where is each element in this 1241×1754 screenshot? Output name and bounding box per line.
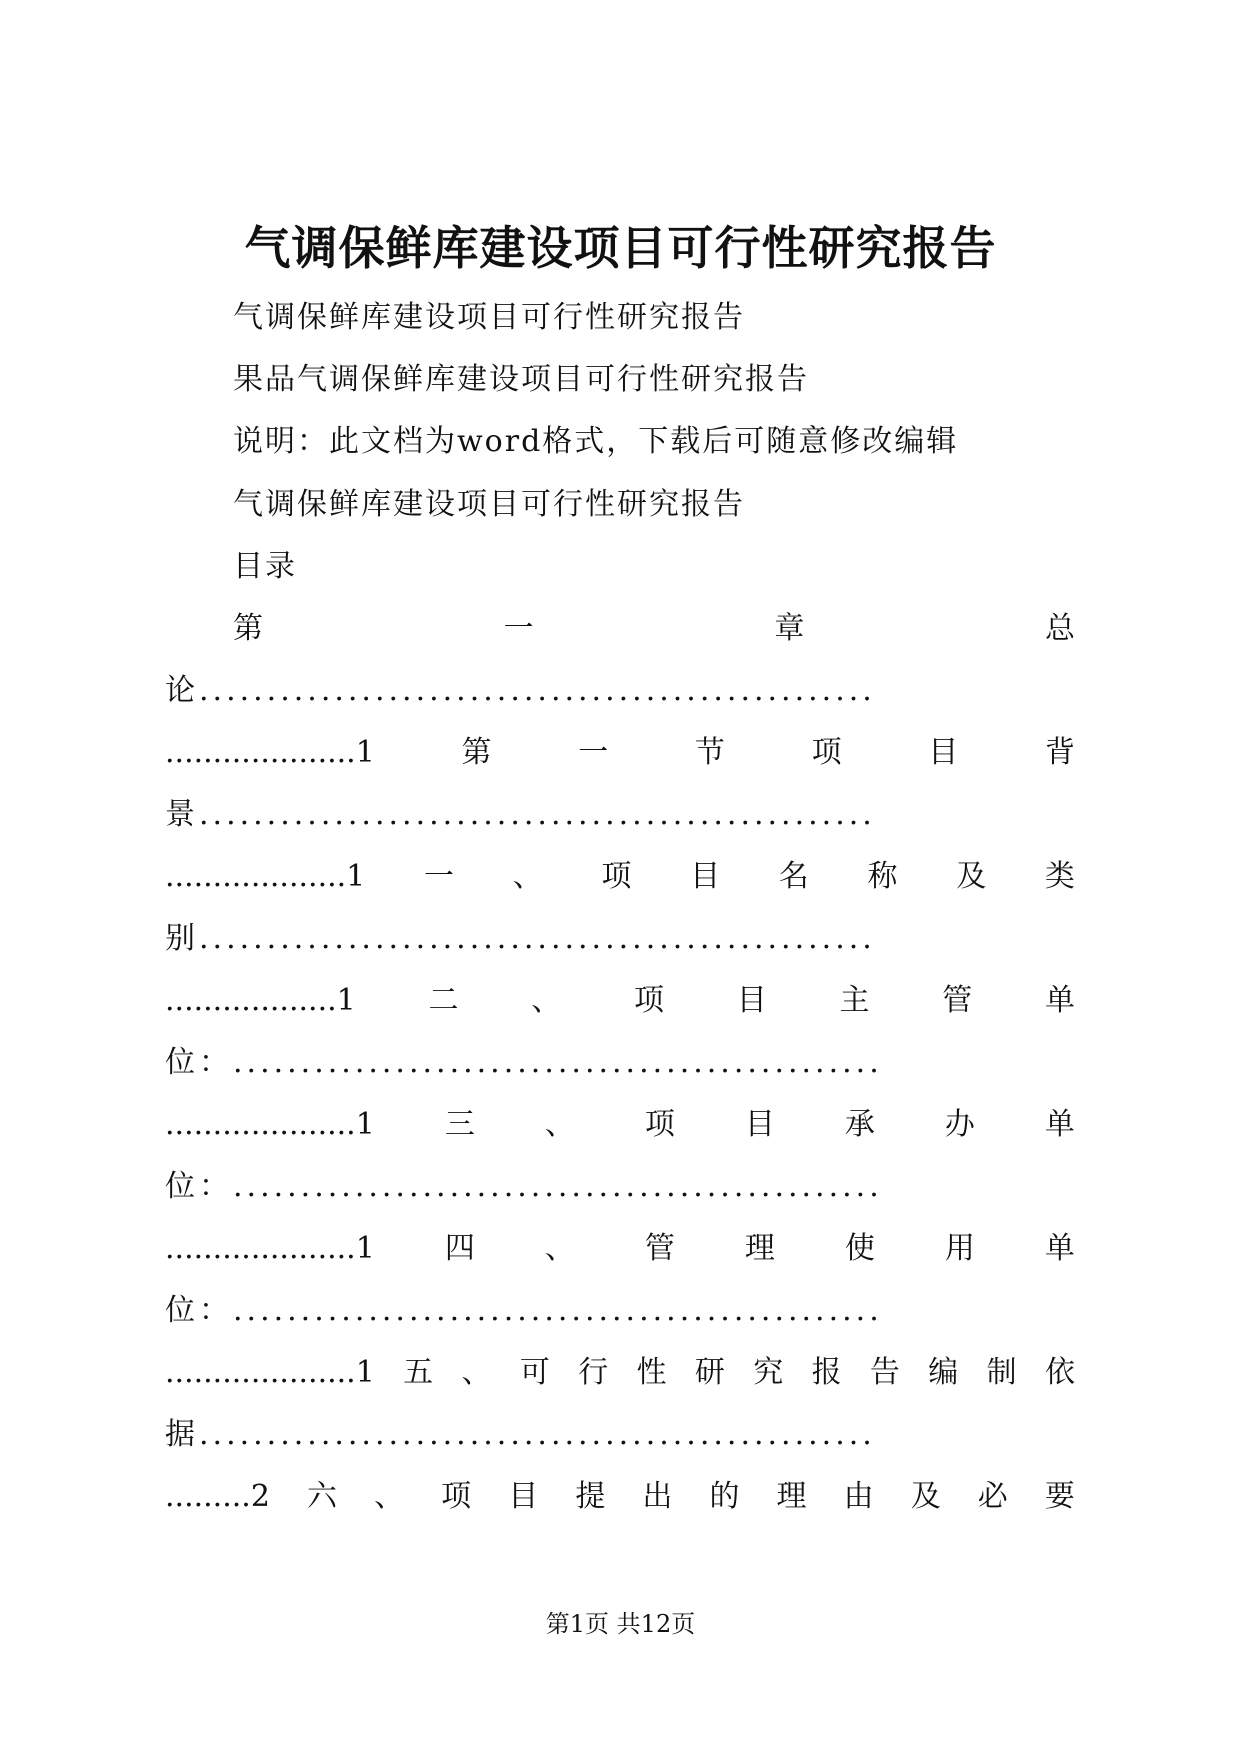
toc-line-8: 位：................................................ xyxy=(165,1045,883,1080)
toc-line-3 xyxy=(165,733,1075,773)
paragraph-subtitle: 果品气调保鲜库建设项目可行性研究报告 xyxy=(233,362,809,397)
toc-word: 目 xyxy=(508,1479,539,1514)
toc-word: 第 xyxy=(233,611,263,646)
toc-word: 管 xyxy=(942,983,973,1018)
toc-word: 总 xyxy=(1044,611,1075,646)
toc-word: 、 xyxy=(544,1107,575,1142)
toc-word: 项 xyxy=(634,983,664,1018)
toc-word: 可 xyxy=(519,1355,550,1390)
toc-word: 背 xyxy=(1044,735,1075,770)
toc-word: 、 xyxy=(512,859,543,894)
toc-word: 节 xyxy=(694,735,725,770)
toc-word: 、 xyxy=(531,983,562,1018)
toc-word: 称 xyxy=(867,859,898,894)
toc-word: 项 xyxy=(601,859,632,894)
toc-line-15 xyxy=(165,1477,1075,1517)
toc-word: 名 xyxy=(778,859,809,894)
toc-leader: .........2 xyxy=(165,1479,270,1514)
toc-line-6: 别.................................................. xyxy=(165,921,876,956)
toc-line-4: 景.................................................. xyxy=(165,797,876,832)
toc-word: 三 xyxy=(444,1107,475,1142)
toc-word: 目 xyxy=(736,983,767,1018)
document-title: 气调保鲜库建设项目可行性研究报告 xyxy=(244,221,997,275)
toc-word: 主 xyxy=(839,983,870,1018)
toc-line-14: 据.................................................. xyxy=(165,1417,876,1452)
toc-line-12: 位：................................................ xyxy=(165,1293,883,1328)
toc-word: 管 xyxy=(644,1231,675,1266)
toc-line-1 xyxy=(233,609,1075,649)
toc-word: 项 xyxy=(644,1107,675,1142)
toc-word: 项 xyxy=(811,735,842,770)
toc-word: 一 xyxy=(503,611,534,646)
toc-word: 单 xyxy=(1044,1107,1075,1142)
toc-word: 单 xyxy=(1045,983,1075,1018)
toc-word: 章 xyxy=(774,611,805,646)
toc-line-11 xyxy=(165,1229,1075,1269)
toc-word: 依 xyxy=(1044,1355,1075,1390)
toc-leader: ....................1 xyxy=(165,1231,375,1266)
toc-leader: ..................1 xyxy=(165,983,356,1018)
toc-leader: ...................1 xyxy=(165,859,366,894)
toc-word: 行 xyxy=(578,1355,609,1390)
toc-word: 由 xyxy=(843,1479,874,1514)
toc-word: 报 xyxy=(811,1355,842,1390)
toc-word: 理 xyxy=(776,1479,807,1514)
toc-word: 五 xyxy=(403,1355,434,1390)
paragraph-title-again: 气调保鲜库建设项目可行性研究报告 xyxy=(233,487,745,522)
toc-word: 办 xyxy=(944,1107,975,1142)
toc-line-10: 位：................................................ xyxy=(165,1169,883,1204)
toc-word: 项 xyxy=(441,1479,472,1514)
toc-word: 的 xyxy=(709,1479,740,1514)
toc-word: 、 xyxy=(461,1355,492,1390)
toc-word: 目 xyxy=(744,1107,775,1142)
toc-word: 编 xyxy=(928,1355,959,1390)
toc-line-5 xyxy=(165,857,1075,897)
page-footer: 第1页 共12页 xyxy=(545,1610,696,1638)
toc-line-2: 论.................................................. xyxy=(165,673,876,708)
paragraph-title-repeat: 气调保鲜库建设项目可行性研究报告 xyxy=(233,300,745,335)
toc-word: 出 xyxy=(642,1479,673,1514)
toc-word: 及 xyxy=(910,1479,941,1514)
toc-word: 单 xyxy=(1044,1231,1075,1266)
toc-word: 一 xyxy=(423,859,454,894)
toc-word: 第 xyxy=(461,735,492,770)
toc-word: 四 xyxy=(444,1231,475,1266)
toc-word: 六 xyxy=(307,1479,337,1514)
toc-word: 用 xyxy=(944,1231,975,1266)
toc-word: 理 xyxy=(744,1231,775,1266)
toc-word: 研 xyxy=(694,1355,725,1390)
toc-word: 使 xyxy=(844,1231,875,1266)
toc-line-13 xyxy=(165,1353,1075,1393)
toc-word: 二 xyxy=(428,983,459,1018)
toc-word: 承 xyxy=(844,1107,875,1142)
toc-leader: ....................1 xyxy=(165,735,375,770)
toc-word: 及 xyxy=(956,859,987,894)
toc-leader: ....................1 xyxy=(165,1355,375,1390)
toc-word: 性 xyxy=(636,1355,667,1390)
toc-heading: 目录 xyxy=(233,549,297,584)
toc-leader: ....................1 xyxy=(165,1107,375,1142)
toc-word: 目 xyxy=(690,859,721,894)
toc-word: 、 xyxy=(544,1231,575,1266)
toc-word: 类 xyxy=(1044,859,1075,894)
toc-word: 告 xyxy=(869,1355,900,1390)
toc-word: 、 xyxy=(374,1479,405,1514)
toc-line-7 xyxy=(165,981,1075,1021)
toc-word: 目 xyxy=(928,735,959,770)
toc-word: 必 xyxy=(977,1479,1008,1514)
toc-line-9 xyxy=(165,1105,1075,1145)
toc-word: 究 xyxy=(753,1355,784,1390)
toc-word: 一 xyxy=(578,735,609,770)
toc-word: 要 xyxy=(1044,1479,1075,1514)
toc-word: 提 xyxy=(575,1479,606,1514)
paragraph-note: 说明：此文档为word格式，下载后可随意修改编辑 xyxy=(233,424,959,459)
toc-word: 制 xyxy=(986,1355,1017,1390)
